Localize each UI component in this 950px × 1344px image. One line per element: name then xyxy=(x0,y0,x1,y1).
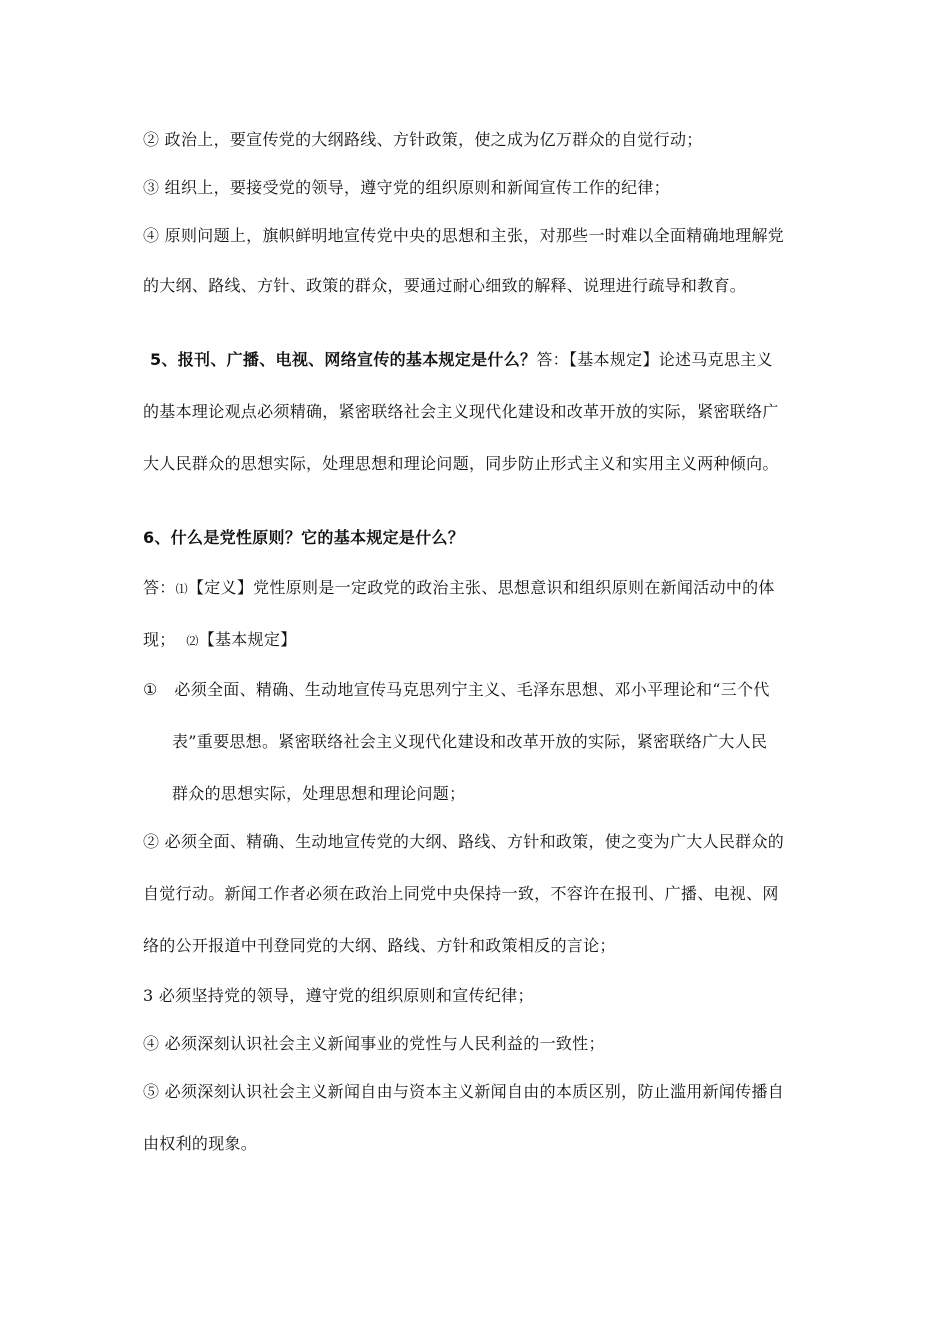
definition-text-end: 现； xyxy=(143,630,176,649)
question5-answer-start: 答：【基本规定】论述马克思主义 xyxy=(536,350,773,369)
question6-item1-line1 xyxy=(143,678,823,702)
question6-item2-line3: 络的公开报道中刊登同党的大纲、路线、方针和政策相反的言论； xyxy=(143,936,616,955)
question5-first-line xyxy=(150,348,830,372)
question5-line3: 大人民群众的思想实际，处理思想和理论问题，同步防止形式主义和实用主义两种倾向。 xyxy=(143,454,779,473)
section4-item2: ② 政治上，要宣传党的大纲路线、方针政策，使之成为亿万群众的自觉行动； xyxy=(143,130,703,149)
answer-prefix: 答： xyxy=(143,578,176,597)
requirements-marker: ⑵ xyxy=(186,634,199,648)
question6-definition-line2 xyxy=(143,628,823,653)
item1-marker: ① xyxy=(143,680,158,699)
requirements-label: 【基本规定】 xyxy=(198,630,297,649)
section4-item4-line1: ④ 原则问题上，旗帜鲜明地宣传党中央的思想和主张，对那些一时难以全面精确地理解党 xyxy=(143,226,785,245)
question6-item2-line1: ② 必须全面、精确、生动地宣传党的大纲、路线、方针和政策，使之变为广大人民群众的 xyxy=(143,832,785,851)
definition-text: 【定义】党性原则是一定政党的政治主张、思想意识和组织原则在新闻活动中的体 xyxy=(187,578,775,597)
question5-line2: 的基本理论观点必须精确，紧密联络社会主义现代化建设和改革开放的实际，紧密联络广 xyxy=(143,402,779,421)
section4-item3: ③ 组织上，要接受党的领导，遵守党的组织原则和新闻宣传工作的纪律； xyxy=(143,178,670,197)
question6-item5-line1: ⑤ 必须深刻认识社会主义新闻自由与资本主义新闻自由的本质区别，防止滥用新闻传播自 xyxy=(143,1082,785,1101)
item1-text: 必须全面、精确、生动地宣传马克思列宁主义、毛泽东思想、邓小平理论和“三个代 xyxy=(174,680,770,699)
question5-heading: 5、报刊、广播、电视、网络宣传的基本规定是什么？ xyxy=(150,350,537,369)
section4-item4-line2: 的大纲、路线、方针、政策的群众，要通过耐心细致的解释、说理进行疏导和教育。 xyxy=(143,276,747,295)
definition-marker: ⑴ xyxy=(175,582,188,596)
question6-item2-line2: 自觉行动。新闻工作者必须在政治上同党中央保持一致，不容许在报刊、广播、电视、网 xyxy=(143,884,779,903)
question6-item3: 3 必须坚持党的领导，遵守党的组织原则和宣传纪律； xyxy=(143,986,534,1005)
question6-item5-line2: 由权利的现象。 xyxy=(143,1134,258,1153)
question6-item1-line3: 群众的思想实际，处理思想和理论问题； xyxy=(172,784,466,803)
question6-heading: 6、什么是党性原则？它的基本规定是什么？ xyxy=(143,528,465,547)
question6-item4: ④ 必须深刻认识社会主义新闻事业的党性与人民利益的一致性； xyxy=(143,1034,605,1053)
question6-item1-line2: 表”重要思想。紧密联络社会主义现代化建设和改革开放的实际，紧密联络广大人民 xyxy=(172,732,768,751)
question6-definition-line1 xyxy=(143,576,823,601)
